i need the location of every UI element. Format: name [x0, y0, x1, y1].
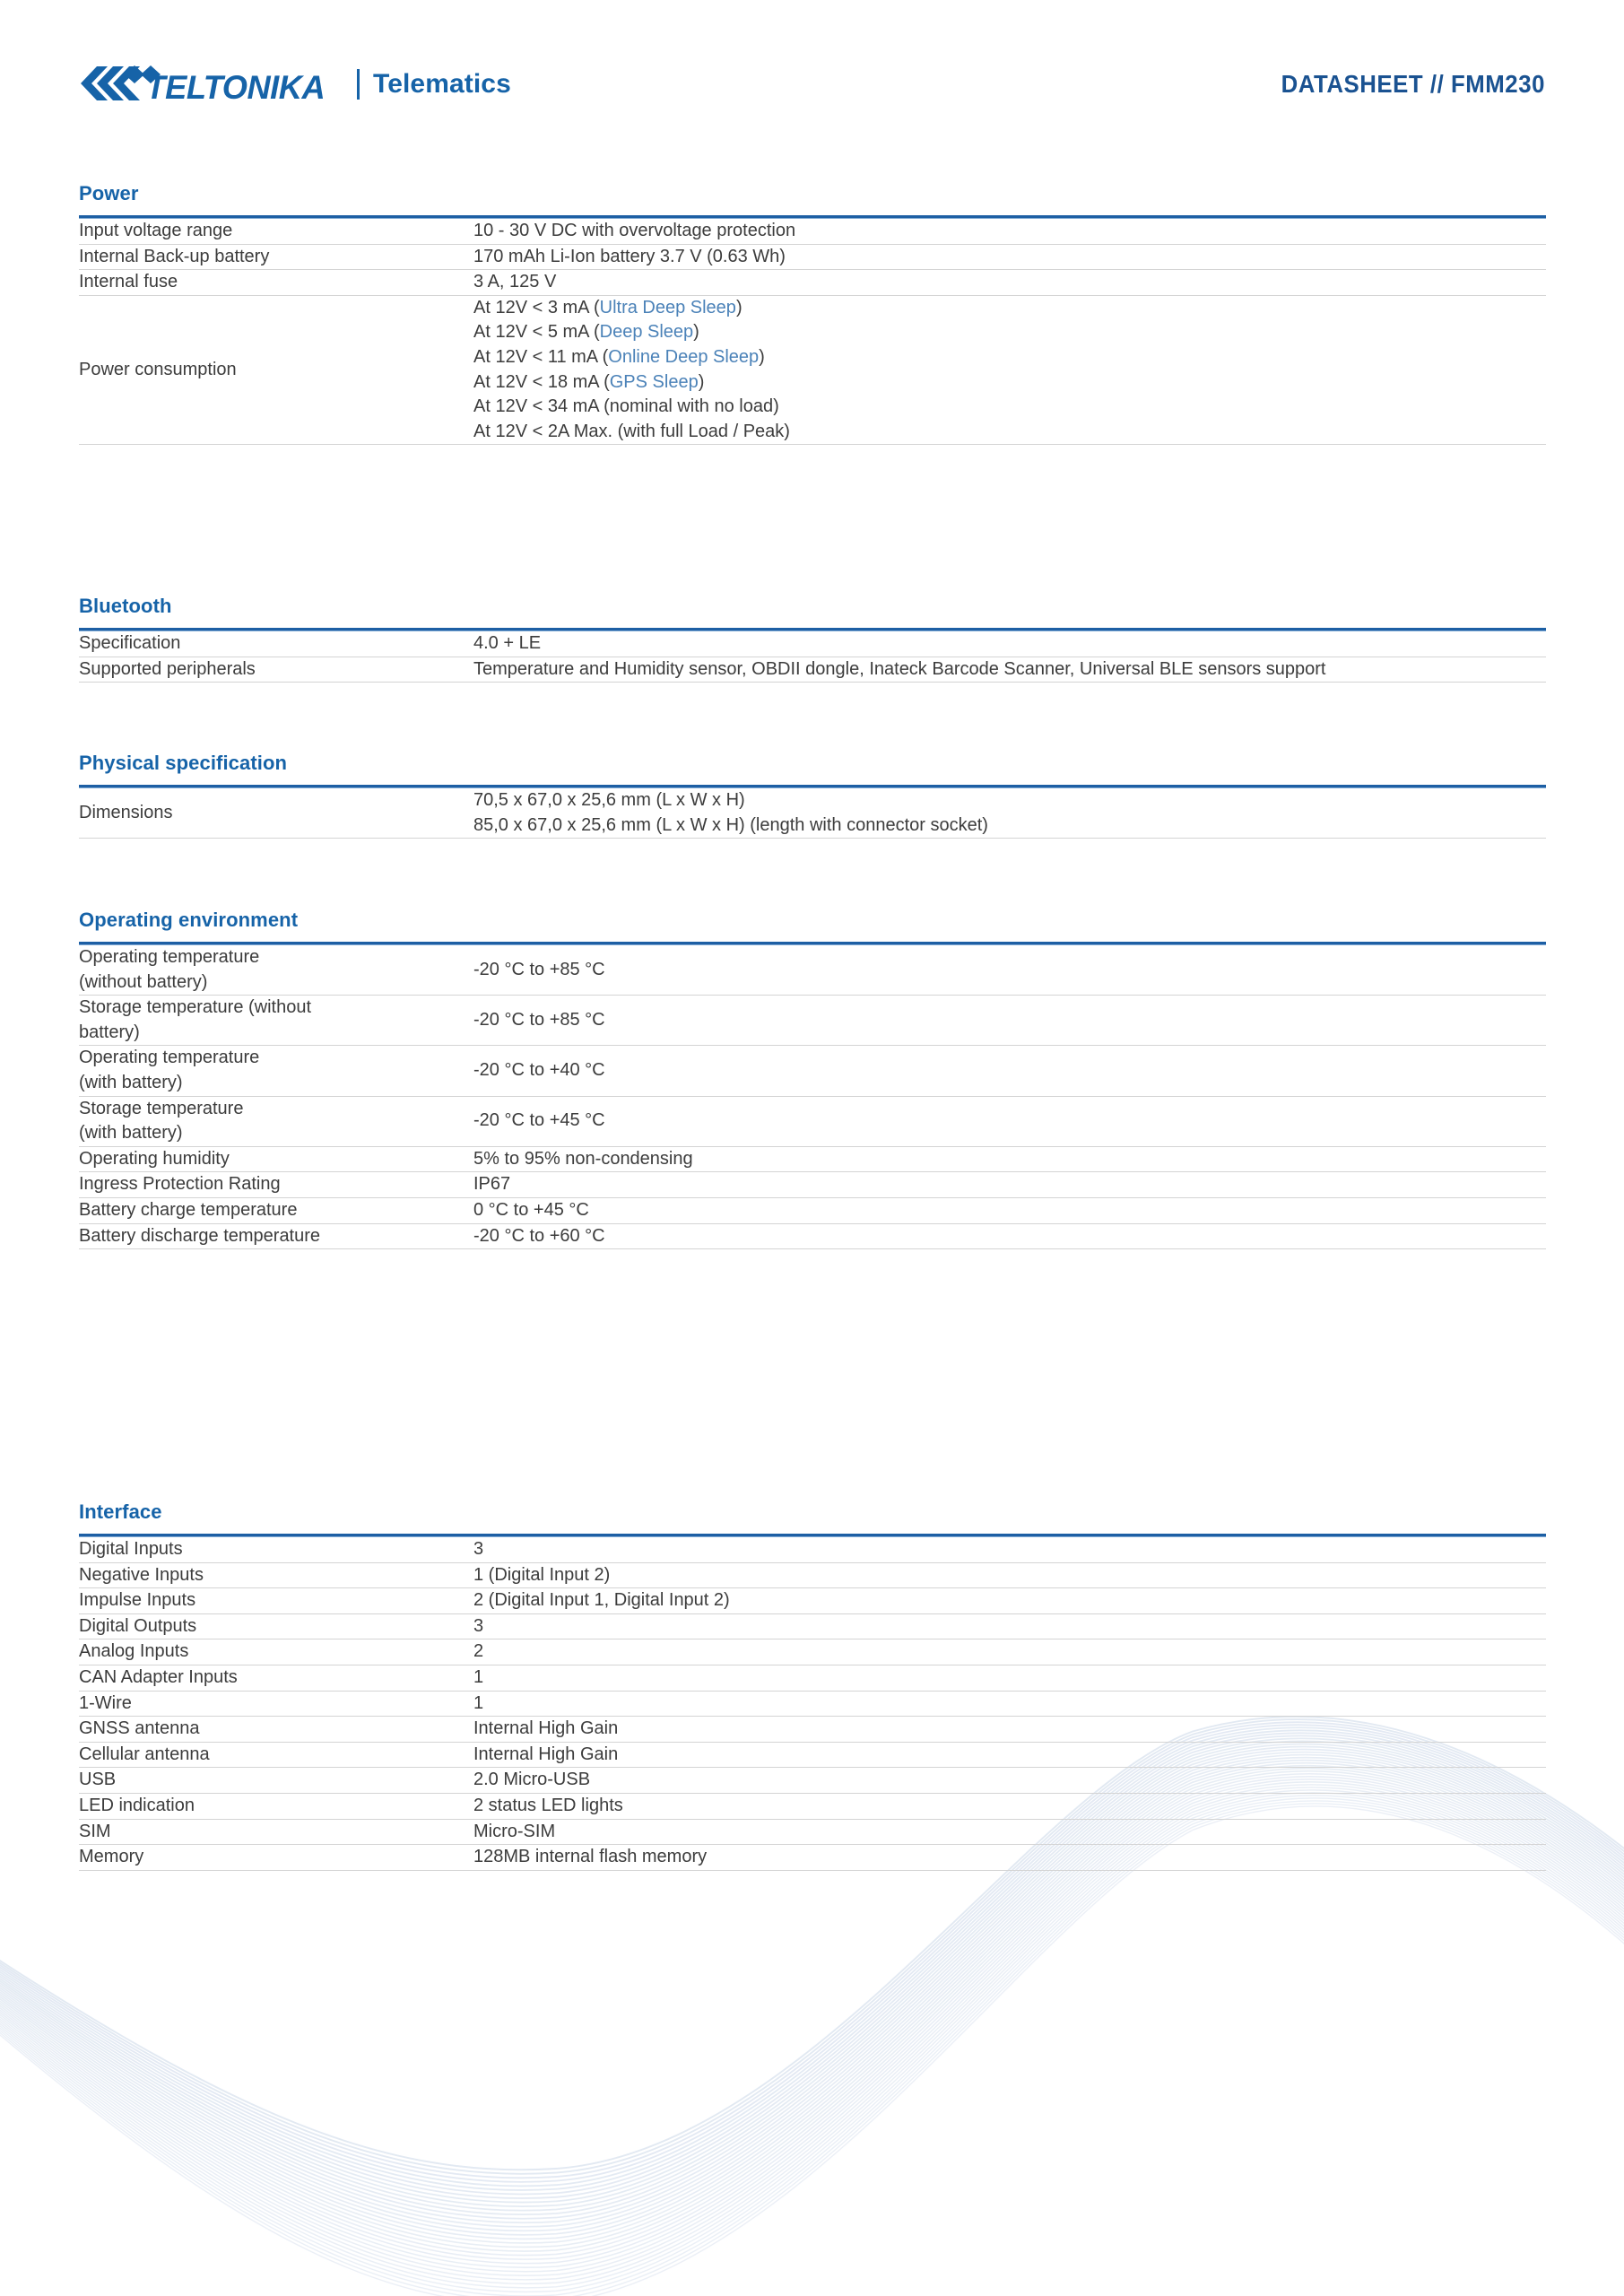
spec-key: [79, 1717, 473, 1743]
spec-value: [473, 219, 1546, 244]
spec-value-line: 85,0 x 67,0 x 25,6 mm (L x W x H) (length with connector socket): [473, 814, 988, 835]
table-row: [79, 1639, 1546, 1665]
spec-value: [473, 1793, 1546, 1819]
table-row: [79, 1146, 1546, 1172]
spec-value: [473, 270, 1546, 296]
spec-value-line: 5% to 95% non-condensing: [473, 1148, 693, 1169]
table-row: [79, 270, 1546, 296]
spec-value: [473, 788, 1546, 839]
spec-key-line: GNSS antenna: [79, 1718, 200, 1739]
document-title: DATASHEET // FMM230: [1281, 70, 1545, 98]
spec-key: [79, 1537, 473, 1562]
spec-key: [79, 1562, 473, 1588]
spec-key: [79, 657, 473, 683]
spec-key-line: Digital Outputs: [79, 1615, 197, 1636]
table-row: [79, 1845, 1546, 1871]
spec-key-line: SIM: [79, 1821, 111, 1841]
spec-key-line: Cellular antenna: [79, 1744, 210, 1764]
spec-section: [79, 753, 1546, 839]
table-row: [79, 1537, 1546, 1562]
spec-key-line: Storage temperature: [79, 1098, 244, 1118]
table-row: [79, 1197, 1546, 1223]
spec-key: [79, 1768, 473, 1794]
spec-section: [79, 596, 1546, 683]
spec-value-line: 1 (Digital Input 2): [473, 1564, 611, 1585]
spec-value-line: Internal High Gain: [473, 1718, 619, 1739]
page-header: [0, 0, 1624, 166]
table-row: [79, 219, 1546, 244]
spec-value: [473, 1537, 1546, 1562]
table-row: [79, 657, 1546, 683]
spec-table: [79, 945, 1546, 1249]
spec-value-line: -20 °C to +60 °C: [473, 1225, 605, 1246]
spec-value-line: 4.0 + LE: [473, 633, 542, 653]
spec-value: [473, 1613, 1546, 1639]
spec-key-line: Digital Inputs: [79, 1539, 183, 1559]
spec-key: [79, 996, 473, 1046]
spec-key-line: Operating temperature: [79, 947, 260, 967]
spec-key: [79, 244, 473, 270]
spec-value-line: Temperature and Humidity sensor, OBDII dongle, Inateck Barcode Scanner, Universal BLE sensors support: [473, 658, 1326, 679]
spec-value-link[interactable]: Ultra Deep Sleep: [599, 297, 736, 317]
spec-key: [79, 1793, 473, 1819]
spec-key: [79, 788, 473, 839]
spec-value: [473, 1588, 1546, 1614]
table-row: [79, 1819, 1546, 1845]
spec-key-line: Memory: [79, 1847, 144, 1867]
logo-divider: [357, 69, 360, 100]
spec-value: [473, 295, 1546, 445]
spec-value: [473, 1691, 1546, 1717]
spec-value-line: Internal High Gain: [473, 1744, 619, 1764]
spec-key: [79, 1172, 473, 1198]
spec-key-line: 1-Wire: [79, 1692, 132, 1713]
spec-value: [473, 996, 1546, 1046]
spec-key: [79, 1691, 473, 1717]
spec-key-line: Power consumption: [79, 359, 237, 379]
table-row: [79, 1691, 1546, 1717]
spec-value-line: 0 °C to +45 °C: [473, 1199, 589, 1220]
spec-key: [79, 1665, 473, 1691]
spec-section: [79, 1502, 1546, 1871]
svg-text:TELTONIKA: TELTONIKA: [145, 68, 326, 105]
spec-value-line: Micro-SIM: [473, 1821, 556, 1841]
spec-table: [79, 631, 1546, 683]
table-row: [79, 1046, 1546, 1096]
table-row: [79, 945, 1546, 996]
table-row: [79, 1172, 1546, 1198]
spec-key: [79, 1639, 473, 1665]
table-row: [79, 1096, 1546, 1146]
spec-value: [473, 1146, 1546, 1172]
spec-value-line: 2 status LED lights: [473, 1795, 623, 1815]
spec-key: [79, 295, 473, 445]
brand-logo: [79, 61, 511, 108]
spec-value-line: -20 °C to +45 °C: [473, 1110, 605, 1131]
spec-key-line: (without battery): [79, 971, 208, 992]
spec-value-line: 3 A, 125 V: [473, 272, 557, 292]
spec-value-line: At 12V < 5 mA (Deep Sleep): [473, 322, 699, 343]
spec-section: [79, 910, 1546, 1249]
spec-value-line: 2 (Digital Input 1, Digital Input 2): [473, 1590, 730, 1611]
spec-value-line: 10 - 30 V DC with overvoltage protection: [473, 221, 796, 240]
section-title: Interface: [79, 1500, 162, 1523]
spec-key-line: Battery discharge temperature: [79, 1225, 321, 1246]
spec-value-line: At 12V < 3 mA (Ultra Deep Sleep): [473, 297, 743, 317]
spec-key-line: battery): [79, 1022, 140, 1042]
spec-key-line: Storage temperature (without: [79, 997, 312, 1018]
table-row: [79, 1223, 1546, 1249]
spec-value-link[interactable]: Online Deep Sleep: [608, 346, 760, 367]
spec-key: [79, 945, 473, 996]
spec-key: [79, 1819, 473, 1845]
spec-key: [79, 1197, 473, 1223]
spec-value-line: At 12V < 2A Max. (with full Load / Peak): [473, 421, 790, 441]
spec-value-line: At 12V < 11 mA (Online Deep Sleep): [473, 346, 765, 367]
section-title: Bluetooth: [79, 595, 172, 617]
spec-key-line: Ingress Protection Rating: [79, 1174, 281, 1195]
spec-key-line: Impulse Inputs: [79, 1590, 196, 1611]
spec-value: [473, 1223, 1546, 1249]
teltonika-logo-icon: [79, 64, 341, 105]
spec-value-line: 1: [473, 1666, 484, 1687]
spec-key: [79, 631, 473, 657]
spec-value-line: At 12V < 18 mA (GPS Sleep): [473, 371, 705, 392]
spec-key: [79, 1046, 473, 1096]
spec-key-line: Negative Inputs: [79, 1564, 204, 1585]
spec-value-line: 2: [473, 1641, 484, 1662]
spec-key-line: Operating humidity: [79, 1148, 230, 1169]
spec-value: [473, 1819, 1546, 1845]
spec-key-line: Internal Back-up battery: [79, 246, 270, 266]
spec-key-line: Input voltage range: [79, 221, 233, 240]
spec-value: [473, 1665, 1546, 1691]
spec-value: [473, 631, 1546, 657]
spec-value: [473, 657, 1546, 683]
spec-value-line: 128MB internal flash memory: [473, 1847, 708, 1867]
section-title: Operating environment: [79, 909, 299, 931]
table-row: [79, 788, 1546, 839]
spec-value: [473, 1046, 1546, 1096]
table-row: [79, 1793, 1546, 1819]
spec-key-line: Supported peripherals: [79, 658, 256, 679]
spec-key-line: CAN Adapter Inputs: [79, 1666, 238, 1687]
spec-section: [79, 184, 1546, 445]
spec-value-line: 70,5 x 67,0 x 25,6 mm (L x W x H): [473, 790, 745, 810]
table-row: [79, 1717, 1546, 1743]
table-row: [79, 244, 1546, 270]
spec-table: [79, 788, 1546, 839]
spec-value: [473, 1197, 1546, 1223]
spec-key: [79, 1742, 473, 1768]
spec-key-line: (with battery): [79, 1123, 183, 1144]
table-row: [79, 1742, 1546, 1768]
spec-key-line: LED indication: [79, 1795, 195, 1815]
spec-value: [473, 1768, 1546, 1794]
section-title: Power: [79, 182, 139, 204]
table-row: [79, 1588, 1546, 1614]
spec-value-line: 1: [473, 1692, 484, 1713]
spec-value: [473, 1639, 1546, 1665]
spec-value-line: -20 °C to +85 °C: [473, 1009, 605, 1030]
spec-key: [79, 1845, 473, 1871]
spec-key: [79, 1223, 473, 1249]
spec-key: [79, 1096, 473, 1146]
table-row: [79, 1665, 1546, 1691]
spec-value-line: -20 °C to +40 °C: [473, 1060, 605, 1081]
table-row: [79, 996, 1546, 1046]
spec-key-line: (with battery): [79, 1072, 183, 1092]
section-title: Physical specification: [79, 752, 288, 774]
spec-table: [79, 219, 1546, 445]
spec-key-line: USB: [79, 1770, 117, 1790]
spec-value-line: -20 °C to +85 °C: [473, 959, 605, 979]
spec-key: [79, 270, 473, 296]
spec-value: [473, 1096, 1546, 1146]
spec-key: [79, 1588, 473, 1614]
spec-value: [473, 1562, 1546, 1588]
table-row: [79, 1768, 1546, 1794]
spec-key: [79, 219, 473, 244]
spec-key: [79, 1613, 473, 1639]
spec-value-link[interactable]: GPS Sleep: [609, 371, 699, 392]
spec-value: [473, 1845, 1546, 1871]
table-row: [79, 1562, 1546, 1588]
table-row: [79, 1613, 1546, 1639]
spec-key-line: Battery charge temperature: [79, 1199, 298, 1220]
spec-value-line: 2.0 Micro-USB: [473, 1770, 591, 1790]
spec-key-line: Specification: [79, 633, 181, 653]
spec-value: [473, 1717, 1546, 1743]
spec-key-line: Operating temperature: [79, 1048, 260, 1068]
spec-value: [473, 1172, 1546, 1198]
brand-sub-label: Telematics: [373, 69, 511, 99]
spec-value-line: At 12V < 34 mA (nominal with no load): [473, 396, 779, 417]
spec-key: [79, 1146, 473, 1172]
spec-value: [473, 1742, 1546, 1768]
spec-value-line: IP67: [473, 1174, 511, 1195]
spec-value: [473, 244, 1546, 270]
spec-key-line: Analog Inputs: [79, 1641, 189, 1662]
table-row: [79, 295, 1546, 445]
spec-value-line: 170 mAh Li-Ion battery 3.7 V (0.63 Wh): [473, 246, 786, 266]
spec-value: [473, 945, 1546, 996]
spec-table: [79, 1537, 1546, 1871]
table-row: [79, 631, 1546, 657]
spec-key-line: Dimensions: [79, 802, 173, 822]
spec-value-link[interactable]: Deep Sleep: [599, 322, 694, 343]
spec-value-line: 3: [473, 1539, 484, 1559]
spec-value-line: 3: [473, 1615, 484, 1636]
spec-key-line: Internal fuse: [79, 272, 178, 292]
